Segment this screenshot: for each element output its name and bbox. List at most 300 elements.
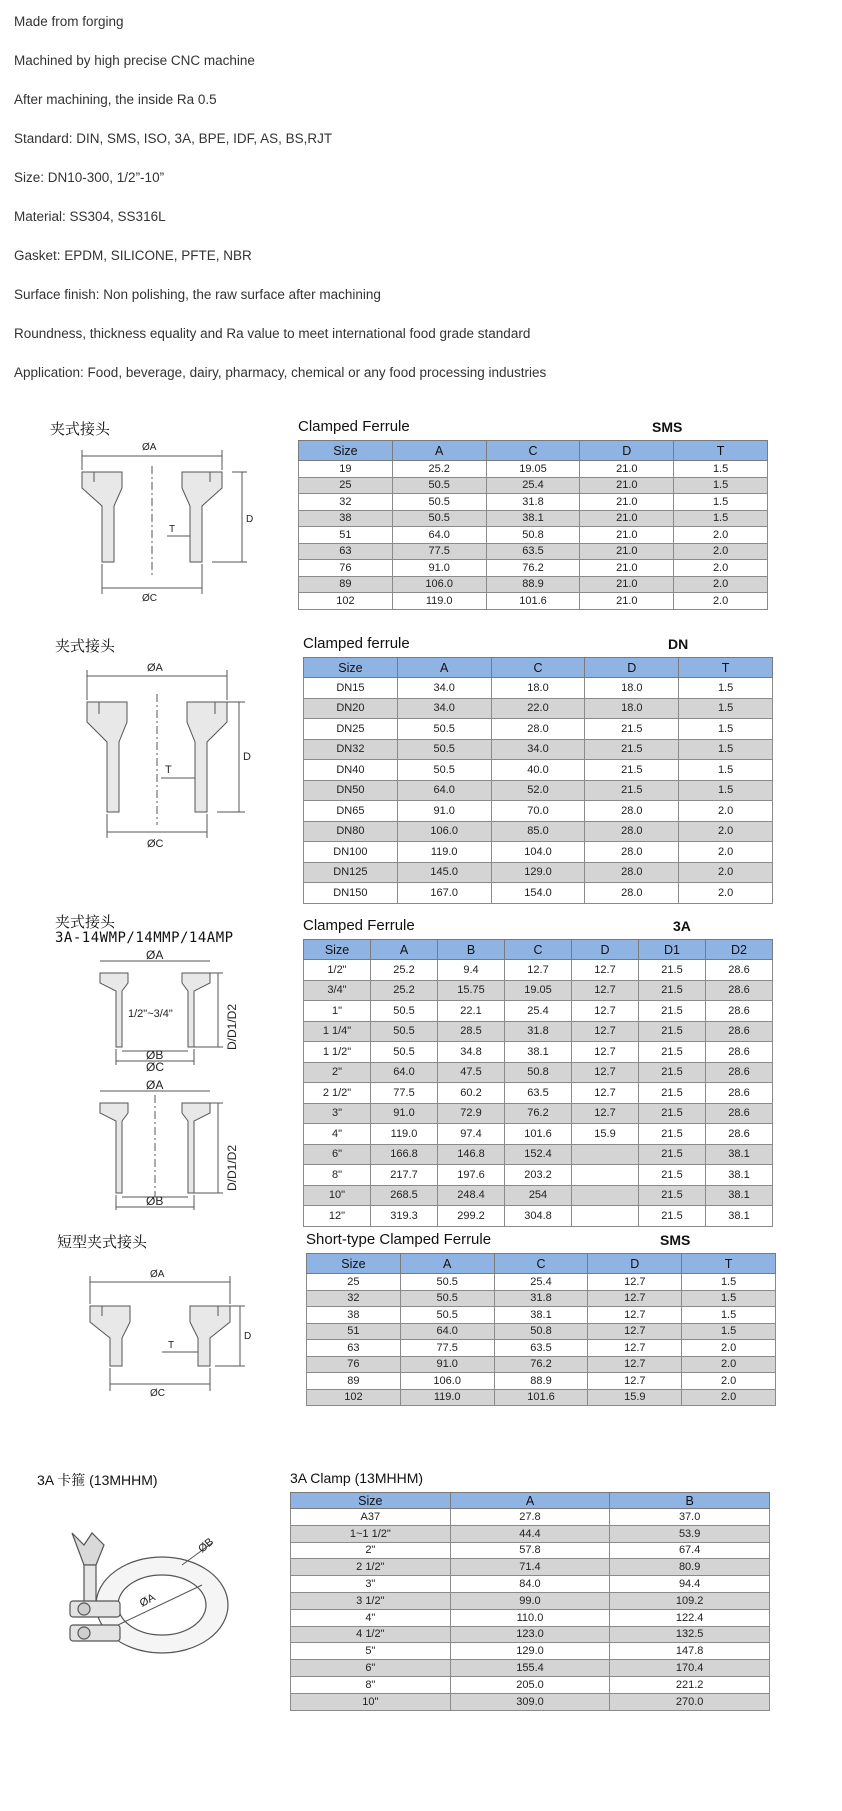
- table-cell: 21.0: [580, 510, 674, 527]
- table-cell: 10": [304, 1185, 371, 1206]
- table-cell: 50.8: [486, 527, 580, 544]
- section-cn-title: 短型夹式接头: [57, 1234, 148, 1251]
- table-cell: 1.5: [679, 719, 773, 740]
- ferrule-drawing: [77, 660, 267, 850]
- table-cell: 50.5: [400, 1274, 494, 1291]
- dim-b-label: ØB: [146, 1194, 164, 1208]
- table-cell: 28.6: [706, 1124, 773, 1145]
- table-cell: 129.0: [491, 862, 585, 883]
- table-cell: [572, 1144, 639, 1165]
- clamp-drawing: [62, 1525, 237, 1675]
- table-cell: 37.0: [610, 1509, 770, 1526]
- table-cell: 12.7: [572, 960, 639, 981]
- table-cell: 88.9: [486, 576, 580, 593]
- dim-a-label: ØA: [147, 662, 163, 674]
- table-cell: 1.5: [679, 678, 773, 699]
- section-3a-clamp: [0, 1470, 842, 1750]
- standard-label: SMS: [652, 419, 683, 435]
- table-cell: 64.0: [392, 527, 486, 544]
- table-cell: DN50: [304, 780, 398, 801]
- table-cell: 6": [291, 1660, 451, 1677]
- table-row: [304, 1103, 773, 1124]
- table-cell: 25.4: [494, 1274, 588, 1291]
- table-cell: 145.0: [397, 862, 491, 883]
- table-cell: 101.6: [494, 1389, 588, 1406]
- table-cell: 21.0: [580, 560, 674, 577]
- dim-c-label: ØC: [150, 1388, 165, 1399]
- table-cell: 299.2: [438, 1206, 505, 1227]
- table-cell: 25.2: [371, 980, 438, 1001]
- table-cell: 28.0: [491, 719, 585, 740]
- table-cell: 12.7: [588, 1373, 682, 1390]
- table-cell: 1.5: [682, 1290, 776, 1307]
- table-cell: 12.7: [572, 1021, 639, 1042]
- column-header: B: [610, 1493, 770, 1509]
- table-cell: 28.6: [706, 960, 773, 981]
- table-row: [299, 510, 768, 527]
- table-cell: 21.0: [580, 494, 674, 511]
- table-cell: 2.0: [674, 593, 768, 610]
- table-cell: 25: [307, 1274, 401, 1291]
- table-row: [299, 576, 768, 593]
- table-cell: 38.1: [706, 1185, 773, 1206]
- table-row: [304, 821, 773, 842]
- column-header: C: [491, 658, 585, 678]
- table-cell: 3": [304, 1103, 371, 1124]
- table-row: [299, 543, 768, 560]
- feature-line: Application: Food, beverage, dairy, pharmacy, chemical or any food processing industries: [14, 365, 547, 380]
- table-cell: 147.8: [610, 1643, 770, 1660]
- table-cell: 63.5: [505, 1083, 572, 1104]
- table-cell: 28.0: [585, 821, 679, 842]
- column-header: A: [400, 1254, 494, 1274]
- table-cell: 28.6: [706, 1021, 773, 1042]
- table-cell: 99.0: [450, 1592, 610, 1609]
- table-cell: 18.0: [585, 678, 679, 699]
- table-cell: [572, 1165, 639, 1186]
- table-cell: 28.0: [585, 883, 679, 904]
- table-row: [299, 477, 768, 494]
- table-cell: DN65: [304, 801, 398, 822]
- ferrule-3a-drawing-large: [98, 1078, 248, 1210]
- table-cell: 3 1/2": [291, 1592, 451, 1609]
- table-cell: 28.0: [585, 842, 679, 863]
- dim-d-label: D/D1/D2: [225, 1003, 239, 1050]
- table-cell: 91.0: [371, 1103, 438, 1124]
- table-row: [291, 1676, 770, 1693]
- table-cell: 21.5: [639, 1165, 706, 1186]
- table-cell: 47.5: [438, 1062, 505, 1083]
- column-header: A: [397, 658, 491, 678]
- short-ferrule-drawing: [80, 1266, 265, 1399]
- table-cell: 8": [304, 1165, 371, 1186]
- column-header: Size: [307, 1254, 401, 1274]
- table-cell: 2": [291, 1542, 451, 1559]
- table-cell: 25.4: [486, 477, 580, 494]
- table-cell: 80.9: [610, 1559, 770, 1576]
- table-cell: 63.5: [486, 543, 580, 560]
- table-cell: 34.0: [397, 678, 491, 699]
- table-header-row: [304, 940, 773, 960]
- table-cell: [572, 1185, 639, 1206]
- table-cell: 94.4: [610, 1576, 770, 1593]
- table-row: [299, 527, 768, 544]
- table-cell: 60.2: [438, 1083, 505, 1104]
- table-cell: DN40: [304, 760, 398, 781]
- column-header: A: [371, 940, 438, 960]
- table-row: [304, 760, 773, 781]
- table-cell: 2.0: [682, 1373, 776, 1390]
- table-cell: 52.0: [491, 780, 585, 801]
- table-cell: DN25: [304, 719, 398, 740]
- table-cell: 106.0: [397, 821, 491, 842]
- table-cell: 12.7: [505, 960, 572, 981]
- table-cell: 27.8: [450, 1509, 610, 1526]
- section-3a-ferrule: [0, 915, 842, 1220]
- table-cell: 25.2: [392, 461, 486, 478]
- table-cell: 21.5: [639, 1001, 706, 1022]
- table-cell: 50.8: [505, 1062, 572, 1083]
- table-cell: 254: [505, 1185, 572, 1206]
- table-cell: 28.6: [706, 1001, 773, 1022]
- table-row: [307, 1307, 776, 1324]
- table-cell: 50.5: [397, 760, 491, 781]
- table-cell: 1.5: [674, 477, 768, 494]
- table-row: [304, 1042, 773, 1063]
- table-cell: 205.0: [450, 1676, 610, 1693]
- table-cell: 21.5: [639, 1103, 706, 1124]
- table-header-row: [304, 658, 773, 678]
- table-cell: 119.0: [397, 842, 491, 863]
- table-cell: 22.0: [491, 698, 585, 719]
- table-cell: 32: [299, 494, 393, 511]
- table-row: [291, 1693, 770, 1710]
- table-cell: 63: [299, 543, 393, 560]
- column-header: A: [450, 1493, 610, 1509]
- feature-line: Roundness, thickness equality and Ra value to meet international food grade standard: [14, 326, 531, 341]
- table-row: [291, 1660, 770, 1677]
- column-header: C: [486, 441, 580, 461]
- table-cell: 2.0: [679, 883, 773, 904]
- table-row: [291, 1542, 770, 1559]
- table-cell: 28.0: [585, 801, 679, 822]
- table-cell: 197.6: [438, 1165, 505, 1186]
- spec-table: [306, 1253, 776, 1406]
- table-row: [304, 1165, 773, 1186]
- dim-a-label: ØA: [146, 948, 164, 962]
- table-cell: 146.8: [438, 1144, 505, 1165]
- table-cell: 129.0: [450, 1643, 610, 1660]
- table-cell: 2.0: [674, 576, 768, 593]
- table-cell: 12": [304, 1206, 371, 1227]
- table-row: [307, 1323, 776, 1340]
- table-cell: 63: [307, 1340, 401, 1357]
- section-cn-title: 3A 卡箍 (13MHHM): [37, 1472, 158, 1488]
- table-cell: 5": [291, 1643, 451, 1660]
- table-cell: 50.5: [397, 719, 491, 740]
- table-cell: 28.5: [438, 1021, 505, 1042]
- table-cell: 12.7: [572, 1042, 639, 1063]
- table-cell: 34.0: [397, 698, 491, 719]
- table-cell: 1.5: [679, 780, 773, 801]
- table-cell: 119.0: [392, 593, 486, 610]
- spec-table: [303, 939, 773, 1227]
- table-cell: 21.5: [585, 739, 679, 760]
- table-cell: 319.3: [371, 1206, 438, 1227]
- column-header: C: [494, 1254, 588, 1274]
- table-cell: 38.1: [494, 1307, 588, 1324]
- dim-d-label: D: [246, 514, 254, 525]
- table-cell: 12.7: [572, 1103, 639, 1124]
- table-cell: 1.5: [674, 494, 768, 511]
- feature-line: Machined by high precise CNC machine: [14, 53, 255, 68]
- table-title: 3A Clamp (13MHHM): [290, 1470, 424, 1486]
- spec-table: [298, 440, 768, 610]
- table-cell: 12.7: [588, 1356, 682, 1373]
- table-cell: 12.7: [588, 1290, 682, 1307]
- table-cell: 132.5: [610, 1626, 770, 1643]
- feature-line: Material: SS304, SS316L: [14, 209, 166, 224]
- table-cell: 50.5: [371, 1021, 438, 1042]
- table-row: [299, 593, 768, 610]
- table-cell: DN125: [304, 862, 398, 883]
- table-cell: 28.6: [706, 1083, 773, 1104]
- table-cell: 51: [299, 527, 393, 544]
- table-row: [291, 1626, 770, 1643]
- standard-label: 3A: [673, 918, 691, 934]
- table-cell: 53.9: [610, 1525, 770, 1542]
- table-cell: DN100: [304, 842, 398, 863]
- section-cn-title: [55, 915, 234, 946]
- table-cell: 40.0: [491, 760, 585, 781]
- table-cell: 1.5: [679, 698, 773, 719]
- table-cell: 2": [304, 1062, 371, 1083]
- table-cell: 167.0: [397, 883, 491, 904]
- table-cell: 21.5: [639, 1062, 706, 1083]
- table-cell: 38.1: [706, 1165, 773, 1186]
- column-header: T: [682, 1254, 776, 1274]
- table-cell: 31.8: [486, 494, 580, 511]
- table-cell: 12.7: [588, 1274, 682, 1291]
- table-title: Clamped Ferrule: [298, 418, 410, 435]
- table-row: [299, 461, 768, 478]
- table-cell: 91.0: [397, 801, 491, 822]
- table-cell: 109.2: [610, 1592, 770, 1609]
- section-cn-title: 夹式接头: [50, 421, 111, 438]
- table-cell: 28.6: [706, 1062, 773, 1083]
- table-row: [304, 1083, 773, 1104]
- table-cell: 38.1: [505, 1042, 572, 1063]
- table-cell: 101.6: [505, 1124, 572, 1145]
- table-cell: 38.1: [706, 1206, 773, 1227]
- table-row: [307, 1389, 776, 1406]
- table-cell: 119.0: [400, 1389, 494, 1406]
- table-title: Clamped ferrule: [303, 635, 410, 652]
- table-row: [304, 862, 773, 883]
- table-row: [304, 1185, 773, 1206]
- table-cell: 28.6: [706, 1103, 773, 1124]
- table-cell: 34.0: [491, 739, 585, 760]
- table-row: [307, 1290, 776, 1307]
- table-cell: 248.4: [438, 1185, 505, 1206]
- section-short-ferrule: [0, 1228, 842, 1408]
- ferrule-3a-drawing-small: [98, 948, 248, 1065]
- table-row: [304, 678, 773, 699]
- table-row: [299, 494, 768, 511]
- table-cell: 76.2: [494, 1356, 588, 1373]
- standard-label: DN: [668, 636, 689, 652]
- dim-a-label: ØA: [142, 442, 157, 453]
- dim-t-label: T: [168, 1340, 175, 1351]
- table-row: [307, 1340, 776, 1357]
- column-header: D1: [639, 940, 706, 960]
- column-header: D: [588, 1254, 682, 1274]
- table-cell: 104.0: [491, 842, 585, 863]
- table-cell: 89: [307, 1373, 401, 1390]
- column-header: Size: [304, 658, 398, 678]
- table-cell: 2 1/2": [291, 1559, 451, 1576]
- table-cell: 31.8: [494, 1290, 588, 1307]
- table-row: [304, 780, 773, 801]
- table-cell: 88.9: [494, 1373, 588, 1390]
- table-cell: 21.5: [585, 780, 679, 801]
- table-cell: 50.8: [494, 1323, 588, 1340]
- table-cell: 85.0: [491, 821, 585, 842]
- table-cell: 3/4": [304, 980, 371, 1001]
- table-cell: 51: [307, 1323, 401, 1340]
- table-cell: 38.1: [706, 1144, 773, 1165]
- table-cell: 270.0: [610, 1693, 770, 1710]
- table-cell: 64.0: [371, 1062, 438, 1083]
- column-header: Size: [299, 441, 393, 461]
- table-cell: 21.5: [639, 1206, 706, 1227]
- table-row: [299, 560, 768, 577]
- table-cell: 25.2: [371, 960, 438, 981]
- table-cell: 76.2: [486, 560, 580, 577]
- table-cell: 2.0: [679, 862, 773, 883]
- table-row: [307, 1373, 776, 1390]
- table-cell: 1.5: [674, 461, 768, 478]
- table-row: [304, 1206, 773, 1227]
- table-cell: 1.5: [674, 510, 768, 527]
- feature-line: Surface finish: Non polishing, the raw surface after machining: [14, 287, 381, 302]
- dim-t-label: T: [165, 764, 172, 776]
- table-cell: 152.4: [505, 1144, 572, 1165]
- table-cell: 9.4: [438, 960, 505, 981]
- table-cell: 25.4: [505, 1001, 572, 1022]
- column-header: B: [438, 940, 505, 960]
- table-cell: 3": [291, 1576, 451, 1593]
- column-header: D: [572, 940, 639, 960]
- table-cell: 21.5: [639, 1083, 706, 1104]
- table-cell: 21.0: [580, 543, 674, 560]
- table-cell: 38: [299, 510, 393, 527]
- table-cell: 1.5: [682, 1274, 776, 1291]
- dim-b-label: ØB: [196, 1535, 217, 1556]
- table-cell: 31.8: [505, 1021, 572, 1042]
- cn-title-text: 夹式接头: [55, 914, 116, 931]
- feature-line: Standard: DIN, SMS, ISO, 3A, BPE, IDF, AS, BS,RJT: [14, 131, 333, 146]
- column-header: Size: [304, 940, 371, 960]
- table-cell: 32: [307, 1290, 401, 1307]
- table-cell: 2.0: [679, 821, 773, 842]
- table-cell: 25: [299, 477, 393, 494]
- column-header: T: [679, 658, 773, 678]
- table-cell: 170.4: [610, 1660, 770, 1677]
- spec-table: [290, 1492, 770, 1711]
- table-cell: DN150: [304, 883, 398, 904]
- table-cell: 4 1/2": [291, 1626, 451, 1643]
- table-cell: 64.0: [397, 780, 491, 801]
- table-cell: 1 1/4": [304, 1021, 371, 1042]
- table-cell: 76.2: [505, 1103, 572, 1124]
- table-cell: 44.4: [450, 1525, 610, 1542]
- table-cell: 110.0: [450, 1609, 610, 1626]
- table-cell: 12.7: [572, 1062, 639, 1083]
- column-header: D: [585, 658, 679, 678]
- table-title: Short-type Clamped Ferrule: [306, 1231, 492, 1248]
- section-sms-ferrule: [0, 408, 842, 623]
- dim-c-label: ØC: [142, 593, 157, 604]
- table-cell: 21.0: [580, 527, 674, 544]
- standard-label: SMS: [660, 1232, 691, 1248]
- table-cell: 2.0: [682, 1356, 776, 1373]
- table-cell: 77.5: [371, 1083, 438, 1104]
- table-cell: [572, 1206, 639, 1227]
- column-header: D: [580, 441, 674, 461]
- table-row: [304, 698, 773, 719]
- table-cell: 21.5: [639, 1185, 706, 1206]
- table-cell: 2.0: [679, 801, 773, 822]
- model-numbers: 3A-14WMP/14MMP/14AMP: [55, 930, 234, 946]
- table-header-row: [299, 441, 768, 461]
- table-cell: 12.7: [588, 1307, 682, 1324]
- table-cell: 38: [307, 1307, 401, 1324]
- table-cell: DN32: [304, 739, 398, 760]
- dim-c-label: ØC: [147, 838, 164, 850]
- table-cell: 12.7: [572, 1083, 639, 1104]
- table-cell: 12.7: [572, 1001, 639, 1022]
- table-cell: 50.5: [392, 494, 486, 511]
- table-cell: 309.0: [450, 1693, 610, 1710]
- table-cell: 1~1 1/2": [291, 1525, 451, 1542]
- dim-d-label: D/D1/D2: [225, 1144, 239, 1191]
- table-cell: 123.0: [450, 1626, 610, 1643]
- table-cell: 91.0: [392, 560, 486, 577]
- table-header-row: [307, 1254, 776, 1274]
- table-cell: 50.5: [397, 739, 491, 760]
- table-cell: 2.0: [674, 560, 768, 577]
- table-cell: 122.4: [610, 1609, 770, 1626]
- table-row: [291, 1609, 770, 1626]
- feature-line: Made from forging: [14, 14, 124, 29]
- table-title: Clamped Ferrule: [303, 917, 415, 934]
- table-cell: 2.0: [674, 527, 768, 544]
- table-cell: 21.5: [639, 1021, 706, 1042]
- table-cell: 21.0: [580, 576, 674, 593]
- feature-line: Size: DN10-300, 1/2”-10”: [14, 170, 165, 185]
- table-cell: 2.0: [679, 842, 773, 863]
- table-cell: 221.2: [610, 1676, 770, 1693]
- table-cell: 19: [299, 461, 393, 478]
- table-cell: 21.5: [639, 980, 706, 1001]
- table-row: [304, 883, 773, 904]
- table-cell: DN15: [304, 678, 398, 699]
- section-dn-ferrule: [0, 635, 842, 905]
- table-cell: 84.0: [450, 1576, 610, 1593]
- table-cell: 21.0: [580, 461, 674, 478]
- column-header: T: [674, 441, 768, 461]
